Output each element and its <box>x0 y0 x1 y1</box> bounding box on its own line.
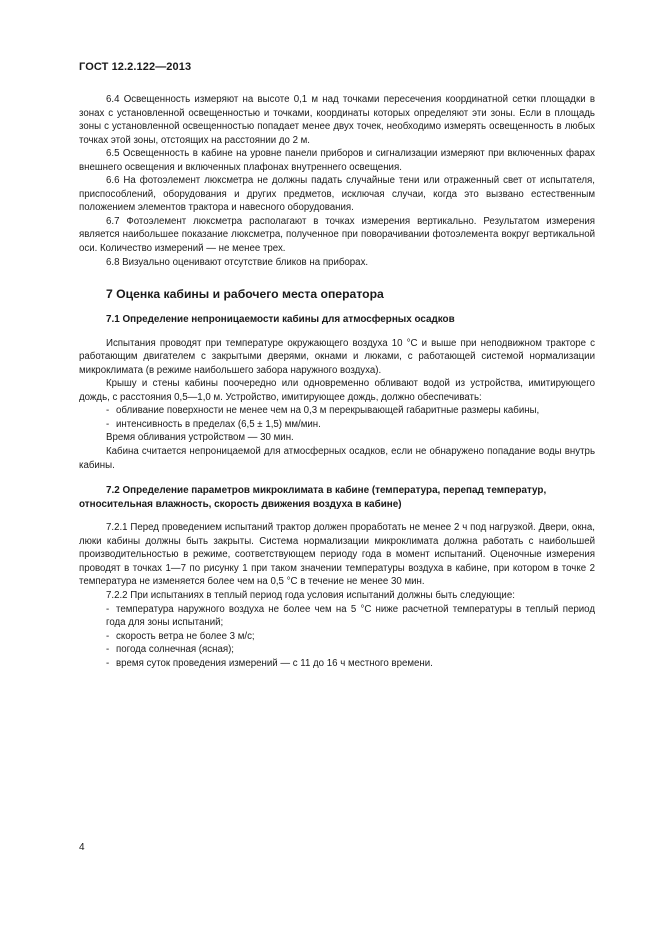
list-item <box>79 418 595 432</box>
dash-marker: - <box>106 418 110 430</box>
document-body <box>79 93 595 670</box>
paragraph-7-1-1: Испытания проводят при температуре окружающего воздуха 10 °С и выше при неподвижном тракторе с работающим двигателем с закрытыми дверями, окнами и люками, с работающей системой нормализации микроклимата (в режиме наибольшего забора наружного воздуха). <box>79 337 595 376</box>
dash-marker: - <box>106 603 110 615</box>
page-number: 4 <box>79 842 85 853</box>
list-item-text: погода солнечная (ясная); <box>116 644 234 656</box>
list-item <box>79 643 595 657</box>
list-item-text: обливание поверхности не менее чем на 0,3 м перекрывающей габаритные размеры кабины, <box>116 405 540 417</box>
dash-marker: - <box>106 657 110 669</box>
subsection-7-2-heading-line2: относительная влажность, скорость движения воздуха в кабине) <box>79 498 402 510</box>
list-item <box>79 603 595 630</box>
document-header: ГОСТ 12.2.122—2013 <box>79 61 192 73</box>
section-7-title: 7 Оценка кабины и рабочего места оператора <box>106 287 384 302</box>
list-item-text: время суток проведения измерений — с 11 до 16 ч местного времени. <box>116 657 433 669</box>
paragraph-7-1-4: Кабина считается непроницаемой для атмосферных осадков, если не обнаружено попадание воды внутрь кабины. <box>79 446 595 471</box>
paragraph-6-4: 6.4 Освещенность измеряют на высоте 0,1 м над точками пересечения координатной сетки площадки в зонах с установленной освещенностью и точками, координаты которых определяют эти зоны. Если в площадь зоны с установленной освещенностью попадает менее двух точек, необходимо измерять освещенность в любых точках этой зоны, отстоящих на расстоянии до 2 м. <box>79 94 595 146</box>
paragraph-7-2-2: 7.2.2 При испытаниях в теплый период года условия испытаний должны быть следующие: <box>106 589 515 601</box>
list-item <box>79 404 595 418</box>
subsection-7-2-heading-line1: 7.2 Определение параметров микроклимата в кабине (температура, перепад температур, <box>106 485 547 497</box>
paragraph-6-5: 6.5 Освещенность в кабине на уровне панели приборов и сигнализации измеряют при включенных фарах внешнего освещения и включенных плафонах внутреннего освещения. <box>79 148 595 173</box>
dash-marker: - <box>106 405 110 417</box>
paragraph-6-8: 6.8 Визуально оценивают отсутствие бликов на приборах. <box>106 256 369 268</box>
paragraph-7-1-2: Крышу и стены кабины поочередно или одновременно обливают водой из устройства, имитирующего дождь, с расстояния 0,5—1,0 м. Устройство, имитирующее дождь, должно обеспечивать: <box>79 378 595 403</box>
dash-marker: - <box>106 644 110 656</box>
paragraph-7-1-3: Время обливания устройством — 30 мин. <box>106 432 294 444</box>
list-item <box>79 630 595 644</box>
paragraph-6-6: 6.6 На фотоэлемент люксметра не должны падать случайные тени или отраженный свет от испытателя, приспособлений, оборудования и других предметов, исключая случаи, когда это вызвано естественным положением элементов трактора и навесного оборудования. <box>79 175 595 214</box>
list-item-text: скорость ветра не более 3 м/с; <box>116 630 255 642</box>
list-item <box>79 657 595 671</box>
subsection-7-1-heading: 7.1 Определение непроницаемости кабины для атмосферных осадков <box>106 314 455 326</box>
paragraph-6-7: 6.7 Фотоэлемент люксметра располагают в точках измерения вертикально. Результатом измерения является наибольшее показание люксметра, полученное при поворачивании фотоэлемента вокруг вертикальной оси. Количество измерений — не менее трех. <box>79 215 595 255</box>
paragraph-7-2-1: 7.2.1 Перед проведением испытаний трактор должен проработать не менее 2 ч под нагрузкой. Двери, окна, люки кабины должны быть закрыты. Система нормализации микроклимата должна работать с наибольшей производительностью в режиме, соответствующем периоду года в момент испытаний. Оценочные измерения проводят в точках 1—7 по рисунку 1 при таком значении температуры воздуха в кабине, при котором в точке 2 температура не изменяется более чем на 0,5 °С в течение не менее 30 мин. <box>79 522 595 588</box>
list-item-text: интенсивность в пределах (6,5 ± 1,5) мм/мин. <box>116 418 321 430</box>
dash-marker: - <box>106 630 110 642</box>
list-item-text: температура наружного воздуха не более чем на 5 °С ниже расчетной температуры в теплый период года для зоны испытаний; <box>106 603 595 629</box>
